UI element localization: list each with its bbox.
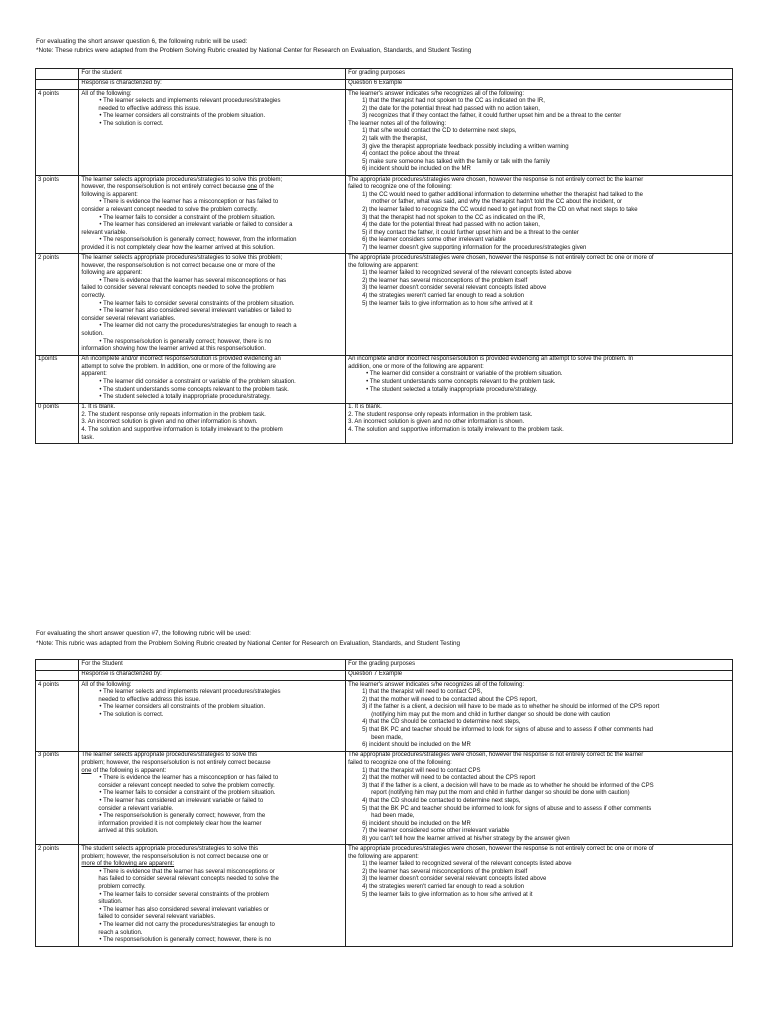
cell-line: • The learner considers all constraints of the problem situation. [99, 704, 266, 711]
cell-line: 5) if they contact the father, it could further upset him and be a threat to the center [362, 229, 579, 236]
points-label: 0 points [36, 403, 79, 443]
cell-line: 6) incident should be included on the MR [362, 820, 471, 827]
header-student: For the student [79, 69, 346, 80]
grading-example-cell [346, 90, 733, 176]
cell-line: 4) the date for the potential threat had passed with no action taken, [362, 222, 540, 229]
cell-line: • The learner has considered an irrelevant variable or failed to [99, 797, 264, 804]
cell-line: relevant variable. [81, 229, 128, 236]
points-label: 2 points [36, 254, 79, 355]
rubric-row [36, 176, 733, 254]
cell-line: (notifying him may put the mom and child in further danger so should be done with caution [371, 711, 611, 718]
cell-line: following is apparent: [81, 191, 138, 198]
cell-line: • The learner selects and implements relevant procedures/strategies [99, 98, 281, 105]
subheader-student: Response is characterized by: [79, 670, 346, 681]
cell-line: failed to consider several relevant variables. [98, 914, 216, 921]
cell-line: • The learner fails to consider several constraints of the problem [99, 891, 269, 898]
cell-line: 2) that the mother will need to be contacted about the CPS report, [362, 696, 537, 703]
rubric-row [36, 751, 733, 845]
cell-line: 4. The solution and supportive information is totally irrelevant to the problem task. [348, 427, 564, 434]
cell-line: provided it is not completely clear how the learner arrived at this solution. [81, 244, 275, 251]
rubric-row [36, 845, 733, 946]
cell-line: 4) contact the police about the threat [362, 151, 460, 158]
cell-line: The learner's answer indicates s/he recognizes all of the following: [348, 90, 524, 97]
cell-line: had been made, [371, 813, 415, 820]
cell-line: The learner selects appropriate procedures/strategies to solve this problem; [81, 176, 283, 183]
cell-line: 6) incident should be included on the MR [362, 166, 471, 173]
cell-line: • The student understands some concepts relevant to the problem task. [99, 386, 289, 393]
cell-line: The learner's answer indicates s/he recognizes all of the following: [348, 681, 524, 688]
cell-line: failed to consider several relevant concepts needed to solve the problem [81, 285, 274, 292]
cell-line: The student selects appropriate procedures/strategies to solve this [81, 845, 259, 852]
cell-line: 2) talk with the therapist, [362, 136, 428, 143]
cell-line: • The response/solution is generally correct; however, there is no [99, 338, 272, 345]
cell-line: 3) that the therapist had not spoken to the CC as indicated on the IR, [362, 214, 545, 221]
cell-line: • There is evidence the learner has a misconception or has failed to [99, 199, 279, 206]
subheader-grading: Question 6 Example [346, 79, 733, 90]
cell-line: however, the response/solution is not entirely correct because one of the [81, 184, 274, 191]
cell-line: 1. It is blank. [348, 404, 382, 411]
table-subheader-row [36, 79, 733, 90]
cell-line: 3) recognizes that if they contact the father, it could further upset him and be a threat to the center [362, 113, 622, 120]
cell-line: 2) the date for the potential threat had passed with no action taken, [362, 105, 540, 112]
header-student: For the Student [79, 660, 346, 671]
cell-line: 3) if the father is a client, a decision will have to be made as to whether he should be informed of the CPS report [362, 704, 660, 711]
grading-example-cell [346, 751, 733, 845]
table-subheader-row [36, 670, 733, 681]
cell-line: 1) that the therapist will need to contact CPS, [362, 689, 483, 696]
cell-line: consider a relevant variable. [98, 805, 174, 812]
rubric-row [36, 254, 733, 355]
cell-line: The learner notes all of the following: [348, 120, 447, 127]
cell-line: following are apparent: [81, 270, 143, 277]
cell-line: 4) the strategies weren't carried far enough to read a solution [362, 883, 524, 890]
cell-line: 2) that the mother will need to be contacted about the CPS report [362, 775, 536, 782]
cell-line: All of the following: [81, 90, 132, 97]
cell-line: 1) the learner failed to recognized several of the relevant concepts listed above [362, 270, 572, 277]
rubric-row [36, 355, 733, 403]
header-grading: For grading purposes [346, 69, 733, 80]
table-header-row [36, 660, 733, 671]
cell-line: • The student selected a totally inappropriate procedure/strategy. [366, 386, 538, 393]
cell-line: 2. The student response only repeats information in the problem task. [81, 411, 266, 418]
cell-line: addition, one or more of the following are apparent: [348, 363, 484, 370]
cell-line: the following are apparent: [348, 853, 419, 860]
cell-line: 4) the strategies weren't carried far enough to read a solution [362, 292, 524, 299]
cell-line: 2) the learner has several misconceptions of the problem itself [362, 277, 528, 284]
cell-line: consider a relevant concept needed to solve the problem correctly. [81, 206, 258, 213]
points-label: 4 points [36, 681, 79, 752]
student-criteria-cell [79, 355, 346, 403]
cell-line: correctly. [81, 292, 106, 299]
header-grading: For the grading purposes [346, 660, 733, 671]
cell-line: 1) that the therapist will need to contact CPS [362, 767, 481, 774]
subheader-empty-cell [36, 79, 79, 90]
cell-line: • There is evidence that the learner has several misconceptions or [99, 868, 275, 875]
table-header-row [36, 69, 733, 80]
cell-line: • The learner fails to consider a constraint of the problem situation. [99, 214, 276, 221]
points-label: 3 points [36, 751, 79, 845]
cell-line: 8) you can't tell how the learner arrived at his/her strategy by the answer given [362, 835, 570, 842]
cell-line: 7) the learner considered some other irrelevant variable [362, 828, 510, 835]
cell-line: however, the response/solution is not correct because one or more of the [81, 262, 276, 269]
cell-line: problem; however, the response/solution is not correct because one or [81, 853, 269, 860]
cell-line: problem; however, the response/solution is not entirely correct because [81, 759, 271, 766]
cell-line: 6) the learner considers some other irrelevant variable [362, 237, 506, 244]
cell-line: The appropriate procedures/strategies were chosen, however the response is not entirely correct bc the learner [348, 176, 644, 183]
points-label: 4 points [36, 90, 79, 176]
cell-line: The learner selects appropriate procedures/strategies to solve this [81, 752, 258, 759]
cell-line: 1) the CC would need to gather additional information to determine whether the therapist had talked to the [362, 191, 643, 198]
points-label: 2 points [36, 845, 79, 946]
cell-line: • The learner has also considered several irrelevant variables or [99, 906, 269, 913]
cell-line: reach a solution. [98, 929, 143, 936]
rubric-table-q6 [35, 68, 733, 444]
cell-line: • There is evidence the learner has a misconception or has failed to [99, 775, 279, 782]
header-empty-cell [36, 660, 79, 671]
cell-line: • The learner has also considered several irrelevant variables or failed to [99, 308, 292, 315]
cell-line: • The learner did not carry the procedures/strategies far enough to reach a [99, 323, 297, 330]
cell-line: 5) make sure someone has talked with the family or talk with the family [362, 158, 550, 165]
section7-note: *Note: This rubric was adapted from the Problem Solving Rubric created by National Center for Research on Evaluation, Standards, and Student Testing [36, 640, 460, 647]
cell-line: failed to recognize one of the following: [348, 184, 452, 191]
cell-line: • The learner did consider a constraint or variable of the problem situation. [99, 378, 296, 385]
cell-line: 5) the learner fails to give information as to how s/he arrived at it [362, 300, 533, 307]
cell-line: An incomplete and/or incorrect response/solution is provided evidencing an attempt to solve the problem. In [348, 356, 634, 363]
cell-line: 4) that the CD should be contacted to determine next steps, [362, 719, 521, 726]
cell-line: 2. The student response only repeats information in the problem task. [348, 411, 533, 418]
cell-line: • The learner selects and implements relevant procedures/strategies [99, 689, 281, 696]
student-criteria-cell [79, 90, 346, 176]
cell-line: • The solution is correct. [99, 120, 164, 127]
cell-line: The appropriate procedures/strategies were chosen, however the response is not entirely correct bc one or more of [348, 254, 654, 261]
cell-line: 3) that if the father is a client, a decision will have to be made as to whether he should be informed of the CPS [362, 782, 654, 789]
section7-intro: For evaluating the short answer question #7, the following rubric will be used: [36, 630, 251, 637]
cell-line: • The student selected a totally inappropriate procedure/strategy. [99, 394, 271, 401]
cell-line: 1) that the therapist had not spoken to the CC as indicated on the IR, [362, 98, 545, 105]
cell-line: • The learner did not carry the procedures/strategies far enough to [99, 921, 275, 928]
cell-line: • The learner fails to consider several constraints of the problem situation. [99, 300, 295, 307]
cell-line: solution. [81, 330, 104, 337]
cell-line: 7) the learner doesn't give supporting information for the procedures/strategies given [362, 244, 587, 251]
cell-line: 2) the learner has several misconceptions of the problem itself [362, 868, 528, 875]
grading-example-cell [346, 681, 733, 752]
cell-line: 1) that s/he would contact the CD to determine next steps, [362, 128, 517, 135]
cell-line: consider a relevant concept needed to solve the problem correctly. [98, 782, 275, 789]
student-criteria-cell [79, 176, 346, 254]
cell-line: 3) give the therapist appropriate feedback possibly including a written warning [362, 143, 569, 150]
grading-example-cell [346, 845, 733, 946]
cell-line: mother or father, what was said, and why the therapist hadn't told the CC about the incident, or [371, 199, 623, 206]
cell-line: An incomplete and/or incorrect response/solution is provided evidencing an [81, 356, 281, 363]
cell-line: The appropriate procedures/strategies were chosen, however the response is not entirely correct bc one or more of [348, 845, 654, 852]
cell-line: information showing how the learner arrived at this response/solution. [81, 346, 266, 353]
cell-line: more of the following are apparent: [81, 861, 175, 868]
student-criteria-cell [79, 254, 346, 355]
cell-line: • There is evidence that the learner has several misconceptions or has [99, 277, 287, 284]
grading-example-cell [346, 176, 733, 254]
cell-line: task. [81, 434, 95, 441]
cell-line: needed to effective address this issue. [98, 105, 201, 112]
section6-intro: For evaluating the short answer question 6, the following rubric will be used: [36, 38, 248, 45]
cell-line: • The learner considers all constraints of the problem situation. [99, 113, 266, 120]
cell-line: • The learner has considered an irrelevant variable or failed to consider a [99, 222, 293, 229]
cell-line: consider several relevant variables. [81, 315, 176, 322]
cell-line: report (notifying him may put the mom and child in further danger so should be done with caution) [371, 790, 630, 797]
cell-line: 3) the learner doesn't consider several relevant concepts listed above [362, 285, 547, 292]
cell-line: All of the following: [81, 681, 132, 688]
cell-line: 5) that the BK PC and teacher should be informed to look for signs of abuse and to assess if other comments [362, 805, 652, 812]
cell-line: 3. An incorrect solution is given and no other information is shown. [81, 419, 258, 426]
cell-line: 1) the learner failed to recognized several of the relevant concepts listed above [362, 861, 572, 868]
student-criteria-cell [79, 681, 346, 752]
rubric-row [36, 90, 733, 176]
cell-line: situation. [98, 899, 123, 906]
cell-line: failed to recognize one of the following: [348, 759, 452, 766]
grading-example-cell [346, 355, 733, 403]
cell-line: The appropriate procedures/strategies were chosen, however the response is not entirely correct bc the learner [348, 752, 644, 759]
rubric-row [36, 403, 733, 443]
cell-line: • The response/solution is generally correct; however, from the [99, 813, 266, 820]
cell-line: the following are apparent: [348, 262, 419, 269]
subheader-grading: Question 7 Example [346, 670, 733, 681]
student-criteria-cell [79, 751, 346, 845]
cell-line: 5) the learner fails to give information as to how s/he arrived at it [362, 891, 533, 898]
cell-line: • The learner did consider a constraint or variable of the problem situation. [366, 371, 563, 378]
cell-line: one of the following is apparent: [81, 767, 167, 774]
cell-line: arrived at this solution. [98, 828, 159, 835]
cell-line: 4. The solution and supportive information is totally irrelevant to the problem [81, 427, 283, 434]
cell-line: • The student understands some concepts relevant to the problem task. [366, 378, 556, 385]
subheader-empty-cell [36, 670, 79, 681]
cell-line: information provided it is not completely clear how the learner [98, 820, 262, 827]
cell-line: • The solution is correct. [99, 711, 164, 718]
rubric-row [36, 681, 733, 752]
grading-example-cell [346, 254, 733, 355]
cell-line: 3) the learner doesn't consider several relevant concepts listed above [362, 876, 547, 883]
cell-line: • The response/solution is generally correct; however, there is no [99, 937, 272, 944]
student-criteria-cell [79, 845, 346, 946]
cell-line: needed to effective address this issue. [98, 696, 201, 703]
cell-line: problem correctly. [98, 883, 146, 890]
points-label: 3 points [36, 176, 79, 254]
student-criteria-cell [79, 403, 346, 443]
cell-line: 1. It is blank. [81, 404, 116, 411]
cell-line: • The learner fails to consider a constraint of the problem situation. [99, 790, 276, 797]
cell-line: attempt to solve the problem. In addition, one or more of the following are [81, 363, 276, 370]
section6-note: *Note: These rubrics were adapted from the Problem Solving Rubric created by National Center for Research on Evaluation, Standards, and Student Testing [36, 47, 472, 54]
cell-line: has failed to consider several relevant concepts needed to solve the [98, 876, 279, 883]
cell-line: 4) that the CD should be contacted to determine next steps, [362, 797, 521, 804]
subheader-student: Response is characterized by: [79, 79, 346, 90]
cell-line: apparent: [81, 371, 107, 378]
header-empty-cell [36, 69, 79, 80]
cell-line: been made, [371, 734, 403, 741]
points-label: 1points [36, 355, 79, 403]
grading-example-cell [346, 403, 733, 443]
cell-line: • The response/solution is generally correct; however, from the information [99, 237, 297, 244]
cell-line: 6) incident should be included on the MR [362, 742, 471, 749]
cell-line: The learner selects appropriate procedures/strategies to solve this problem; [81, 254, 283, 261]
cell-line: 5) that BK PC and teacher should be informed to look for signs of abuse and to assess if other comments had [362, 727, 653, 734]
cell-line: 2) the learner failed to recognize the CC would need to get input from the CD on what next steps to take [362, 206, 638, 213]
rubric-table-q7 [35, 659, 733, 947]
cell-line: 3. An incorrect solution is given and no other information is shown. [348, 419, 525, 426]
